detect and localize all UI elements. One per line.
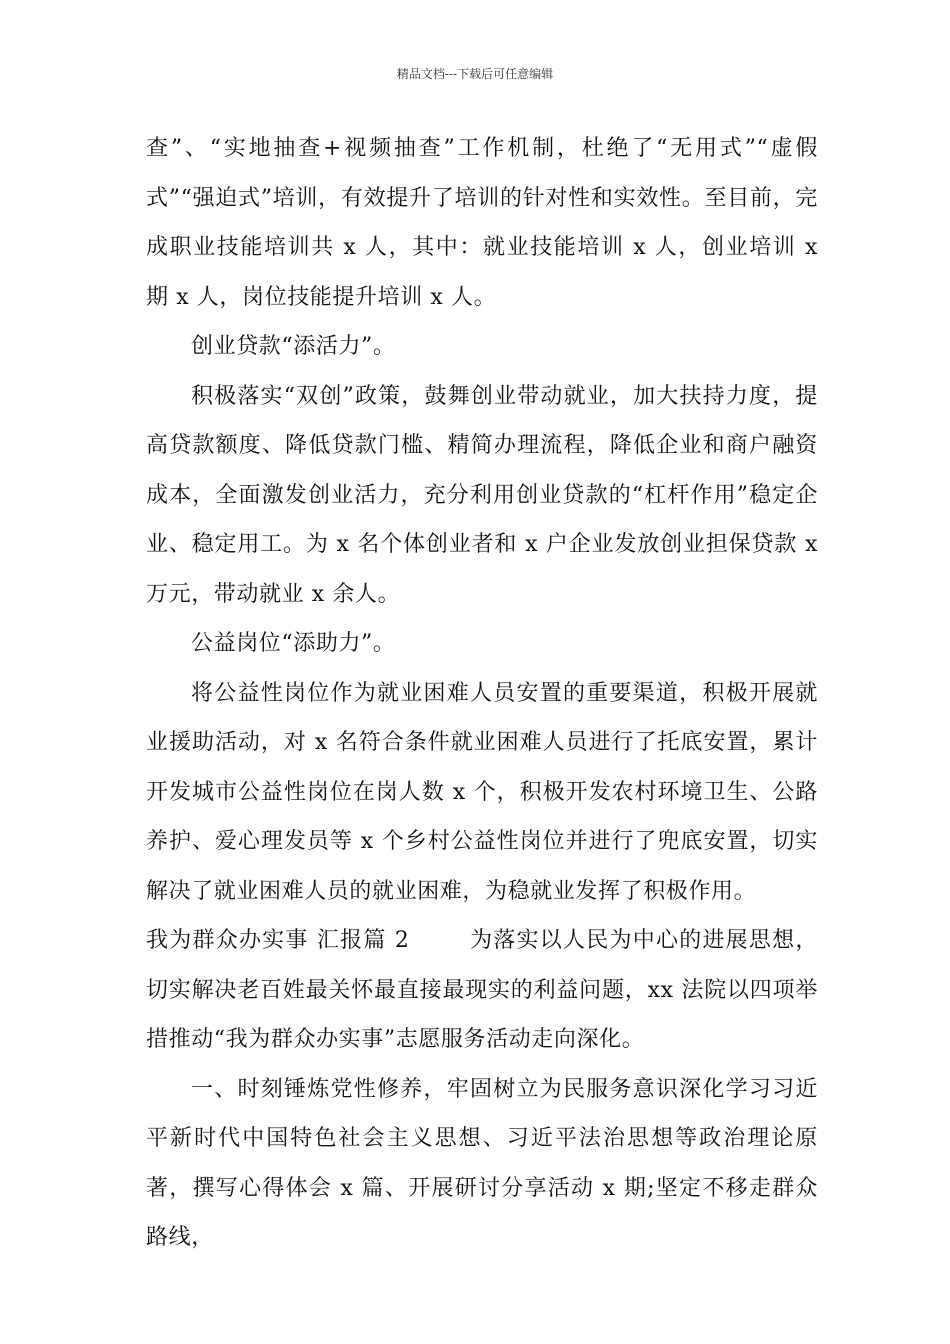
heading-entrepreneurship-loans: 创业贷款“添活力”。 bbox=[191, 334, 396, 359]
heading-public-welfare-posts: 公益岗位“添助力”。 bbox=[191, 631, 396, 656]
paragraph-measure-one: 一、时刻锤炼党性修养，牢固树立为民服务意识深化学习习近平新时代中国特色社会主义思想、习近平法治思想等政治理论原著，撰写心得体会 x 篇、开展研讨分享活动 x 期;坚定不移走群众路线， bbox=[146, 1076, 818, 1250]
paragraph-entrepreneurship-loans: 积极落实“双创”政策，鼓舞创业带动就业，加大扶持力度，提高贷款额度、降低贷款门槛、精简办理流程，降低企业和商户融资成本，全面激发创业活力，充分利用创业贷款的“杠杆作用”稳定企业、稳定用工。为 x 名个体创业者和 x 户企业发放创业担保贷款 x 万元，带动就业 x 余人。 bbox=[146, 383, 818, 607]
paragraph-training-summary: 查”、“实地抽查+视频抽查”工作机制，杜绝了“无用式”“虚假式”“强迫式”培训，有效提升了培训的针对性和实效性。至目前，完成职业技能培训共 x 人，其中：就业技能培训 x 人，创业培训 x 期 x 人，岗位技能提升培训 x 人。 bbox=[146, 136, 818, 310]
section-heading: 我为群众办实事 汇报篇 2 bbox=[146, 928, 410, 953]
document-body bbox=[146, 124, 818, 1263]
section-2-intro bbox=[146, 916, 818, 1065]
paragraph-public-welfare-posts: 将公益性岗位作为就业困难人员安置的重要渠道，积极开展就业援助活动，对 x 名符合条件就业困难人员进行了托底安置，累计开发城市公益性岗位在岗人数 x 个，积极开发农村环境卫生、公路养护、爱心理发员等 x 个乡村公益性岗位并进行了兜底安置，切实解决了就业困难人员的就业困难，为稳就业发挥了积极作用。 bbox=[146, 680, 818, 904]
page-header: 精品文档---下载后可任意编辑 bbox=[396, 67, 554, 81]
section-lead: 为落实以人民为中心的进展思想，切实解决老百姓最关怀最直接最现实的利益问题，xx 法院以四项举措推动“我为群众办实事”志愿服务活动走向深化。 bbox=[146, 928, 818, 1052]
